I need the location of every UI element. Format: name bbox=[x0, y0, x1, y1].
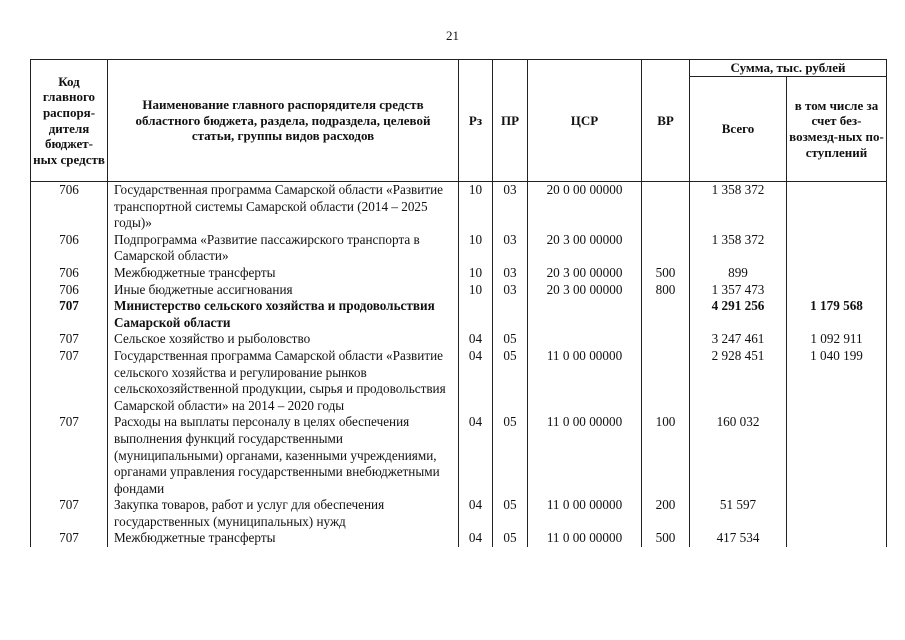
cell-vr bbox=[642, 348, 690, 414]
table-row bbox=[31, 331, 887, 348]
cell-csr: 11 0 00 00000 bbox=[528, 530, 642, 547]
cell-pr bbox=[493, 298, 528, 331]
cell-total: 2 928 451 bbox=[690, 348, 787, 414]
cell-pr: 05 bbox=[493, 348, 528, 414]
cell-vr: 500 bbox=[642, 530, 690, 547]
page-number: 21 bbox=[446, 28, 459, 43]
header-csr: ЦСР bbox=[528, 60, 642, 182]
cell-vr bbox=[642, 298, 690, 331]
cell-csr: 20 0 00 00000 bbox=[528, 182, 642, 232]
cell-total: 899 bbox=[690, 265, 787, 282]
cell-pr: 05 bbox=[493, 414, 528, 497]
cell-rz: 04 bbox=[459, 348, 493, 414]
cell-name: Межбюджетные трансферты bbox=[108, 265, 459, 282]
header-name: Наименование главного распорядителя средств областного бюджета, раздела, подраздела, целевой статьи, группы видов расходов bbox=[108, 60, 459, 182]
cell-code: 706 bbox=[31, 265, 108, 282]
cell-free-receipts bbox=[787, 232, 887, 265]
cell-rz: 04 bbox=[459, 497, 493, 530]
cell-free-receipts bbox=[787, 530, 887, 547]
table-row bbox=[31, 182, 887, 232]
cell-rz: 04 bbox=[459, 414, 493, 497]
cell-total: 1 358 372 bbox=[690, 182, 787, 232]
cell-csr: 20 3 00 00000 bbox=[528, 232, 642, 265]
cell-pr: 05 bbox=[493, 497, 528, 530]
cell-total: 1 358 372 bbox=[690, 232, 787, 265]
cell-vr: 100 bbox=[642, 414, 690, 497]
cell-csr bbox=[528, 331, 642, 348]
cell-code: 707 bbox=[31, 348, 108, 414]
table-row bbox=[31, 348, 887, 414]
cell-free-receipts: 1 179 568 bbox=[787, 298, 887, 331]
cell-name: Государственная программа Самарской области «Развитие транспортной системы Самарской области (2014 – 2025 годы)» bbox=[108, 182, 459, 232]
cell-name: Государственная программа Самарской области «Развитие сельского хозяйства и регулирование рынков сельскохозяйственной продукции, сырья и продовольствия Самарской области» на 2014 – 2020 годы bbox=[108, 348, 459, 414]
cell-free-receipts: 1 040 199 bbox=[787, 348, 887, 414]
cell-free-receipts: 1 092 911 bbox=[787, 331, 887, 348]
table-row bbox=[31, 282, 887, 299]
table-header bbox=[31, 60, 887, 182]
cell-total: 160 032 bbox=[690, 414, 787, 497]
cell-rz: 10 bbox=[459, 265, 493, 282]
cell-free-receipts bbox=[787, 497, 887, 530]
header-code: Код главного распоря-дителя бюджет-ных средств bbox=[31, 60, 108, 182]
cell-name: Иные бюджетные ассигнования bbox=[108, 282, 459, 299]
cell-total: 3 247 461 bbox=[690, 331, 787, 348]
cell-total: 4 291 256 bbox=[690, 298, 787, 331]
cell-csr: 20 3 00 00000 bbox=[528, 265, 642, 282]
cell-free-receipts bbox=[787, 414, 887, 497]
cell-free-receipts bbox=[787, 282, 887, 299]
cell-code: 707 bbox=[31, 530, 108, 547]
table-row bbox=[31, 265, 887, 282]
table-row bbox=[31, 232, 887, 265]
cell-free-receipts bbox=[787, 265, 887, 282]
cell-total: 1 357 473 bbox=[690, 282, 787, 299]
cell-csr bbox=[528, 298, 642, 331]
cell-total: 417 534 bbox=[690, 530, 787, 547]
header-pr: ПР bbox=[493, 60, 528, 182]
cell-vr bbox=[642, 232, 690, 265]
cell-vr: 200 bbox=[642, 497, 690, 530]
header-sum-group: Сумма, тыс. рублей bbox=[690, 60, 887, 77]
header-total: Всего bbox=[690, 77, 787, 182]
cell-csr: 20 3 00 00000 bbox=[528, 282, 642, 299]
cell-name: Закупка товаров, работ и услуг для обеспечения государственных (муниципальных) нужд bbox=[108, 497, 459, 530]
table-body bbox=[31, 182, 887, 548]
cell-csr: 11 0 00 00000 bbox=[528, 348, 642, 414]
cell-vr: 500 bbox=[642, 265, 690, 282]
cell-csr: 11 0 00 00000 bbox=[528, 414, 642, 497]
cell-name: Межбюджетные трансферты bbox=[108, 530, 459, 547]
table-row bbox=[31, 298, 887, 331]
cell-code: 707 bbox=[31, 497, 108, 530]
cell-code: 707 bbox=[31, 414, 108, 497]
cell-pr: 03 bbox=[493, 265, 528, 282]
cell-pr: 03 bbox=[493, 232, 528, 265]
cell-vr: 800 bbox=[642, 282, 690, 299]
cell-name: Подпрограмма «Развитие пассажирского транспорта в Самарской области» bbox=[108, 232, 459, 265]
cell-code: 707 bbox=[31, 331, 108, 348]
cell-code: 706 bbox=[31, 232, 108, 265]
cell-free-receipts bbox=[787, 182, 887, 232]
cell-name: Расходы на выплаты персоналу в целях обеспечения выполнения функций государственными (муниципальными) органами, казенными учреждениями, органами управления государственными внебюджетными фондами bbox=[108, 414, 459, 497]
cell-rz: 10 bbox=[459, 232, 493, 265]
header-vr: ВР bbox=[642, 60, 690, 182]
cell-rz bbox=[459, 298, 493, 331]
cell-name: Сельское хозяйство и рыболовство bbox=[108, 331, 459, 348]
table-row bbox=[31, 497, 887, 530]
cell-name: Министерство сельского хозяйства и продовольствия Самарской области bbox=[108, 298, 459, 331]
table-row bbox=[31, 530, 887, 547]
cell-pr: 05 bbox=[493, 530, 528, 547]
cell-rz: 04 bbox=[459, 331, 493, 348]
cell-total: 51 597 bbox=[690, 497, 787, 530]
cell-rz: 04 bbox=[459, 530, 493, 547]
budget-table bbox=[30, 59, 887, 547]
cell-code: 707 bbox=[31, 298, 108, 331]
cell-pr: 03 bbox=[493, 182, 528, 232]
cell-csr: 11 0 00 00000 bbox=[528, 497, 642, 530]
cell-vr bbox=[642, 182, 690, 232]
header-rz: Рз bbox=[459, 60, 493, 182]
cell-vr bbox=[642, 331, 690, 348]
cell-pr: 05 bbox=[493, 331, 528, 348]
cell-code: 706 bbox=[31, 182, 108, 232]
table-row bbox=[31, 414, 887, 497]
cell-pr: 03 bbox=[493, 282, 528, 299]
cell-rz: 10 bbox=[459, 282, 493, 299]
cell-rz: 10 bbox=[459, 182, 493, 232]
cell-code: 706 bbox=[31, 282, 108, 299]
header-free-receipts: в том числе за счет без-возмезд-ных по-ступлений bbox=[787, 77, 887, 182]
